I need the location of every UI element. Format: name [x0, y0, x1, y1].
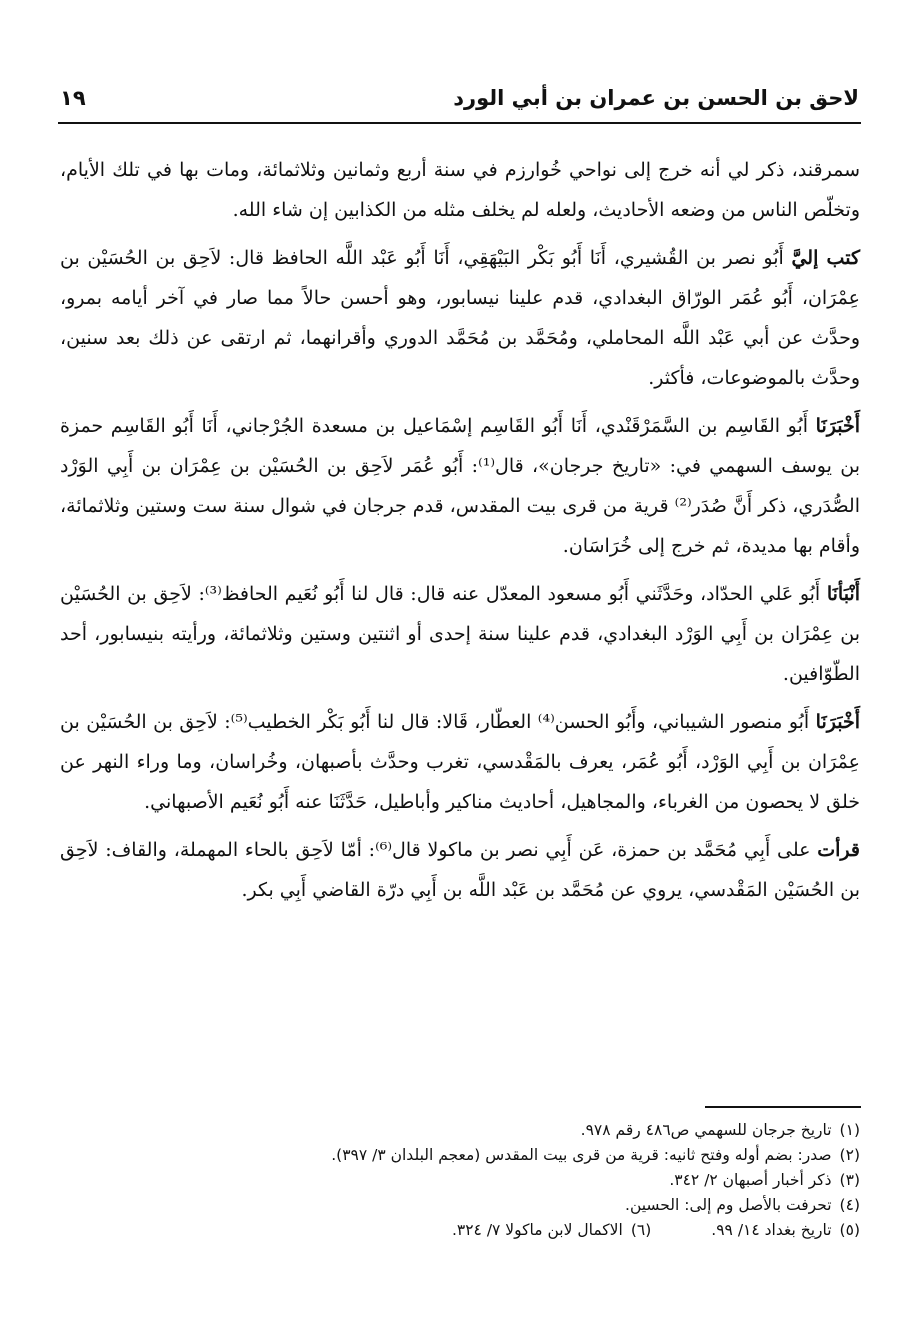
footnote-row	[60, 1218, 860, 1243]
paragraph-lead: قرأت	[817, 839, 860, 861]
paragraph-lead: أَنْبَأنَا	[826, 583, 860, 605]
paragraph: قرأت على أَبِي مُحَمَّد بن حمزة، عَن أَبِي نصر بن ماكولا قال⁽⁶⁾: أمّا لاَحِق بالحاء المهملة، والقاف: لاَحِق بن الحُسَيْن المَقْدسي، يروي عن مُحَمَّد بن عَبْد اللَّه بن أَبِي درّة القاضي أَبِي بكر.	[60, 839, 860, 901]
main-text	[60, 150, 860, 918]
paragraph-lead: كتب إليَّ	[791, 247, 860, 269]
footnote: (٣) ذكر أخبار أصبهان ٢/ ٣٤٢.	[669, 1171, 860, 1189]
footnote: (٥) تاريخ بغداد ١٤/ ٩٩.	[711, 1221, 860, 1239]
paragraph: أَخْبَرَنَا أَبُو منصور الشيباني، وأَبُو الحسن⁽⁴⁾ العطّار، قَالا: قال لنا أَبُو بَكْر الخطيب⁽⁵⁾: لاَحِق بن الحُسَيْن بن عِمْرَان بن أَبِي الوَرْد، أَبُو عُمَر، يعرف بالمَقْدسي، تغرب وحدَّث بأصبهان، وخُراسان، وما وراء النهر عن خلق لا يحصون من الغرباء، والمجاهيل، أحاديث مناكير وأباطيل، حَدَّثَنَا عنه أَبُو نُعَيم الأصبهاني.	[60, 711, 860, 813]
paragraph-lead: أَخْبَرَنَا	[815, 711, 860, 733]
footnotes	[60, 1118, 860, 1243]
footnote: (٢) صدر: بضم أوله وفتح ثانيه: قرية من قرى بيت المقدس (معجم البلدان ٣/ ٣٩٧).	[331, 1146, 860, 1164]
paragraph: سمرقند، ذكر لي أنه خرج إلى نواحي خُوارزم في سنة أربع وثمانين وثلاثمائة، ومات بها في تلك الأيام، وتخلّص الناس من وضعه الأحاديث، ولعله لم يخلف مثله من الكذابين إن شاء الله.	[60, 159, 860, 221]
header-rule	[58, 122, 861, 124]
paragraph: أَنْبَأنَا أَبُو عَلي الحدّاد، وحَدَّثَني أَبُو مسعود المعدّل عنه قال: قال لنا أَبُو نُعَيم الحافظ⁽³⁾: لاَحِق بن الحُسَيْن بن عِمْرَان بن أَبِي الوَرْد البغدادي، قدم علينا سنة إحدى أو اثنتين وستين وثلاثمائة، ورأيته بنيسابور، أحد الطّوّافين.	[60, 583, 860, 685]
running-header-title: لاحق بن الحسن بن عمران بن أبي الورد	[453, 86, 859, 110]
paragraph: أَخْبَرَنَا أَبُو القَاسِم بن السَّمَرْقَنْدي، أَنَا أَبُو القَاسِم إسْمَاعيل بن مسعدة الجُرْجاني، أَنَا أَبُو القَاسِم حمزة بن يوسف السهمي في: «تاريخ جرجان»، قال⁽¹⁾: أَبُو عُمَر لاَحِق بن الحُسَيْن بن عِمْرَان بن أَبِي الوَرْد الصُّدَري، ذكر أَنَّ صُدَر⁽²⁾ قرية من قرى بيت المقدس، قدم جرجان في شوال سنة ست وستين وثلاثمائة، وأقام بها مديدة، ثم خرج إلى خُرَاسَان.	[60, 415, 860, 557]
paragraph: كتب إليَّ أَبُو نصر بن القُشيري، أَنَا أَبُو بَكْر البَيْهَقِي، أَنَا أَبُو عَبْد اللَّه الحافظ قال: لاَحِق بن الحُسَيْن بن عِمْرَان، أَبُو عُمَر الورّاق البغدادي، قدم علينا نيسابور، وهو أحسن حالاً مما صار في آخر أيامه بمرو، وحدَّث عن أبي عَبْد اللَّه المحاملي، ومُحَمَّد بن مُحَمَّد الدوري وأقرانهما، ثم ارتقى عن ذلك بعد سنين، وحدَّث بالموضوعات، فأكثر.	[60, 247, 860, 389]
page-number: ١٩	[60, 86, 86, 110]
footnote-separator	[705, 1106, 861, 1108]
footnote: (٤) تحرفت بالأصل وم إلى: الحسين.	[625, 1196, 860, 1214]
footnote: (٦) الاكمال لابن ماكولا ٧/ ٣٢٤.	[451, 1221, 652, 1239]
paragraph-lead: أَخْبَرَنَا	[815, 415, 860, 437]
footnote: (١) تاريخ جرجان للسهمي ص٤٨٦ رقم ٩٧٨.	[580, 1121, 860, 1139]
